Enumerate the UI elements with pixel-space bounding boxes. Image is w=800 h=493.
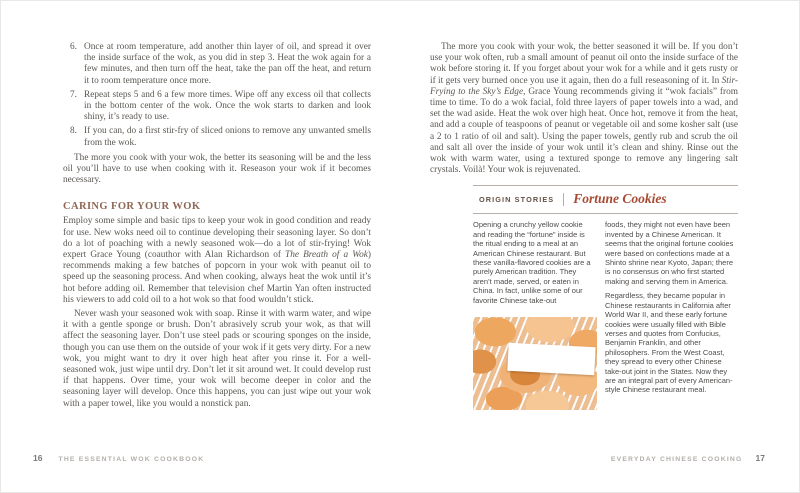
fortune-slip	[507, 343, 595, 375]
sidebar-text: foods, they might not even have been invented by a Chinese American. It seems that the original fortune cookies were based on confections made at a Shinto shrine near Kyoto, Japan; there is no consensus on who first started making and serving them in America.	[605, 220, 734, 286]
page-number-right: 17	[755, 453, 765, 463]
footer-left	[33, 453, 204, 463]
sidebar-column-1	[473, 220, 597, 410]
sidebar-column-2	[605, 220, 738, 410]
origin-stories-sidebar	[473, 185, 738, 410]
sidebar-text: Regardless, they became popular in Chinese restaurants in California after World War II, and these early fortune cookies were usually filled with Bible verses and quotes from Confucius, Benjamin Franklin, and other philosophers. From the West Coast, they spread to every other Chinese take-out joint in the States. Now they are an integral part of every American-style Chinese restaurant meal.	[605, 291, 733, 395]
step-item-6	[63, 42, 371, 87]
paragraph-wok-facial: The more you cook with your wok, the better seasoned it will be. If you don’t use your wok often, rub a small amount of peanut oil onto the inside surface of the wok before storing it. If you forget about your wok for a while and it gets rusty or if it gets very burned once you use it again, then do a full reseasoning of it. In Stir-Frying to the Sky’s Edge, Grace Young recommends giving it “wok facials” from time to time. To do a wok facial, fold three layers of paper towels into a wad, and set the wad aside. Heat the wok over high heat. Once hot, remove it from the heat, and add a couple of teaspoons of peanut or vegetable oil and some kosher salt (use a 2 to 1 ratio of oil and salt). Using the paper towels, gently rub and scrub the oil and salt all over the inside of your wok until it’s clean and shiny. Rinse out the wok with warm water, using a textured sponge to remove any lingering salt crystals. Voilà! Your wok is rejuvenated.	[430, 42, 738, 176]
book-title-footer: THE ESSENTIAL WOK COOKBOOK	[58, 456, 205, 463]
step-item-8	[63, 126, 371, 148]
fortune-cookies-photo	[473, 317, 597, 410]
footer-right	[611, 453, 765, 463]
paragraph-reseason: The more you cook with your wok, the better its seasoning will be and the less oil you’ll have to use when cooking with it. Reseason your wok if it becomes necessary.	[63, 152, 371, 186]
step-text: Repeat steps 5 and 6 a few more times. Wipe off any excess oil that collects in the bottom center of the wok. Once the wok starts to darken and look shiny, it’s ready to use.	[84, 89, 371, 123]
page-right	[430, 42, 738, 410]
step-text: Once at room temperature, add another thin layer of oil, and spread it over the inside surface of the wok, as you did in step 3. Heat the wok again for a few minutes, and then turn off the heat, take the pan off the heat, and return it to room temperature once more.	[84, 42, 371, 86]
step-number: 6.	[70, 42, 77, 52]
section-heading-caring-for-your-wok: CARING FOR YOUR WOK	[63, 201, 201, 213]
page-number-left: 16	[33, 453, 43, 463]
paragraph-caring-tips: Employ some simple and basic tips to keep your wok in good condition and ready for use. New woks need oil to continue developing their seasoning layer. So don’t do a lot of poaching with a newly seasoned wok—do a lot of stir-frying! Wok expert Grace Young (coauthor with Alan Richardson of The Breath of a Wok) recommends making a few batches of popcorn in your wok with peanut oil to speed up the seasoning process. And when cooking, always heat the wok until it’s hot before adding oil. Remember that television chef Martin Yan often instructed his viewers to add cold oil to a hot wok so that food wouldn’t stick.	[63, 216, 372, 305]
paragraph-washing: Never wash your seasoned wok with soap. Rinse it with warm water, and wipe it with a gentle sponge or brush. Don’t abrasively scrub your wok, as that will affect the seasoning layer. Don’t use steel pads or scouring sponges on the inside, though you can use them on the outside of your wok if it gets very dirty. For a new wok, you might want to dry it over high heat after you rinse it. For a well-seasoned wok, just wipe until dry. Don’t let it sit around wet. It could develop rust if that happens. Over time, your wok will become deeper in color and the seasoning layer will develop. Once this happens, you can just wipe out your wok with a paper towel, like you would a nonstick pan.	[63, 309, 371, 409]
step-text: If you can, do a first stir-fry of sliced onions to remove any unwanted smells from the wok.	[84, 126, 371, 148]
page-left	[63, 42, 371, 413]
step-number: 7.	[70, 89, 77, 100]
sidebar-kicker: ORIGIN STORIES	[479, 194, 555, 204]
step-item-7	[63, 90, 371, 124]
sidebar-text: Opening a crunchy yellow cookie and reading the “fortune” inside is the ritual ending to a meal at an American Chinese restaurant. But these vanilla-flavored cookies are a purely American tradition. They aren’t made, served, or eaten in China. In fact, unlike some of our favorite Chinese take-out	[473, 220, 591, 305]
header-divider	[563, 193, 564, 206]
sidebar-header	[473, 185, 738, 214]
sidebar-columns	[473, 220, 738, 410]
chapter-title-footer: EVERYDAY CHINESE COOKING	[610, 456, 743, 463]
step-number: 8.	[70, 126, 77, 137]
sidebar-title: Fortune Cookies	[573, 191, 667, 207]
